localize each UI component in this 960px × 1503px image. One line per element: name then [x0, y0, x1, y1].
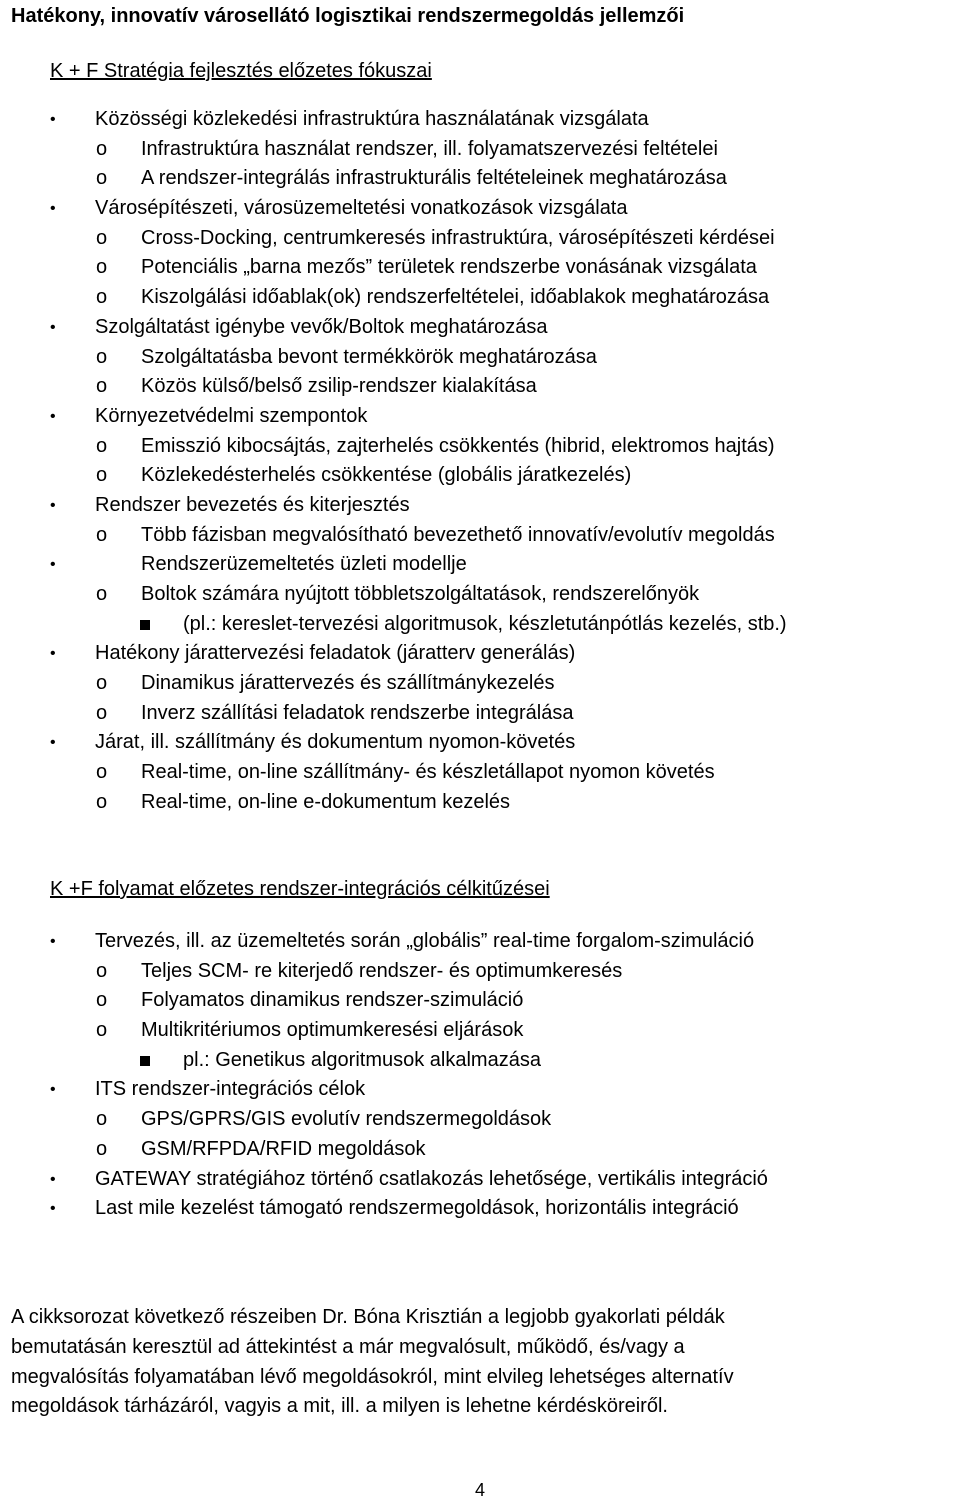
closing-paragraph: [11, 1303, 956, 1422]
paragraph-line: megvalósítás folyamatában lévő megoldásokról, mint elvileg lehetséges alternatív: [11, 1365, 734, 1388]
list-item-text: Városépítészeti, városüzemeltetési vonatkozások vizsgálata: [95, 197, 628, 220]
list-item-text: Rendszer bevezetés és kiterjesztés: [95, 493, 410, 516]
list-item: [0, 699, 960, 729]
list-item-text: GSM/RFPDA/RFID megoldások: [141, 1137, 426, 1160]
integration-list: [0, 927, 960, 1224]
list-item: [0, 1046, 960, 1076]
page-number: 4: [474, 1480, 485, 1500]
list-item-text: Szolgáltatást igénybe vevők/Boltok meghatározása: [95, 315, 548, 338]
circle-bullet-icon: o: [96, 167, 108, 190]
circle-bullet-icon: o: [96, 761, 108, 784]
circle-bullet-icon: o: [96, 523, 108, 546]
list-item: [0, 669, 960, 699]
circle-bullet-icon: o: [96, 583, 108, 605]
bullet-icon: •: [50, 1081, 56, 1099]
list-item-text: Real-time, on-line e-dokumentum kezelés: [141, 790, 511, 813]
bullet-icon: •: [50, 496, 56, 514]
circle-bullet-icon: o: [96, 989, 108, 1012]
list-item: [0, 1135, 960, 1165]
bullet-icon: •: [50, 645, 56, 663]
list-item: [0, 1194, 960, 1224]
circle-bullet-icon: o: [96, 1108, 108, 1131]
list-item: [0, 224, 960, 254]
list-item: [0, 1105, 960, 1135]
circle-bullet-icon: o: [96, 959, 108, 982]
list-item: [0, 372, 960, 402]
bullet-icon: •: [50, 556, 56, 574]
paragraph-line: bemutatásán keresztül ad áttekintést a már megvalósult, működő, és/vagy a: [11, 1335, 685, 1358]
square-bullet-icon: [140, 1056, 150, 1066]
list-item: [0, 1075, 960, 1105]
list-item: [0, 313, 960, 343]
list-item-text: Kiszolgálási időablak(ok) rendszerfeltételei, időablakok meghatározása: [141, 286, 770, 309]
bullet-icon: •: [50, 933, 56, 950]
list-item-text: Real-time, on-line szállítmány- és készletállapot nyomon követés: [141, 761, 715, 784]
list-item: [0, 105, 960, 135]
bullet-icon: •: [50, 407, 56, 425]
list-item: [0, 728, 960, 758]
list-item: [0, 957, 960, 987]
circle-bullet-icon: o: [96, 226, 108, 249]
list-item-text: pl.: Genetikus algoritmusok alkalmazása: [183, 1048, 541, 1071]
list-item-text: Potenciális „barna mezős” területek rendszerbe vonásának vizsgálata: [141, 256, 757, 279]
list-item-text: A rendszer-integrálás infrastrukturális feltételeinek meghatározása: [141, 167, 727, 190]
bullet-icon: •: [50, 111, 56, 128]
list-item: [0, 491, 960, 521]
strategy-list: [0, 105, 960, 818]
circle-bullet-icon: o: [96, 1137, 108, 1160]
list-item: [0, 788, 960, 818]
list-item: [0, 432, 960, 462]
circle-bullet-icon: o: [96, 1019, 108, 1042]
circle-bullet-icon: o: [96, 286, 108, 309]
list-item-text: Járat, ill. szállítmány és dokumentum nyomon-követés: [95, 731, 576, 754]
list-item-text: Több fázisban megvalósítható bevezethető innovatív/evolutív megoldás: [141, 523, 775, 546]
bullet-icon: •: [50, 1170, 56, 1188]
list-item-text: GATEWAY stratégiához történő csatlakozás lehetősége, vertikális integráció: [95, 1167, 768, 1190]
circle-bullet-icon: o: [96, 345, 108, 368]
list-item-text: Cross-Docking, centrumkeresés infrastruktúra, városépítészeti kérdései: [141, 226, 775, 249]
list-item-text: Folyamatos dinamikus rendszer-szimuláció: [141, 989, 524, 1012]
list-item-text: GPS/GPRS/GIS evolutív rendszermegoldások: [141, 1108, 552, 1131]
bullet-icon: •: [50, 734, 56, 752]
circle-bullet-icon: o: [96, 375, 108, 398]
list-item: [0, 283, 960, 313]
list-item-text: Rendszerüzemeltetés üzleti modellje: [141, 553, 467, 576]
list-item-text: Dinamikus járattervezés és szállítmánykezelés: [141, 672, 555, 695]
paragraph-line: A cikksorozat következő részeiben Dr. Bóna Krisztián a legjobb gyakorlati példák: [11, 1306, 725, 1328]
circle-bullet-icon: o: [96, 672, 108, 695]
circle-bullet-icon: o: [96, 464, 108, 487]
list-item-text: Teljes SCM- re kiterjedő rendszer- és optimumkeresés: [141, 959, 623, 982]
list-item: [0, 402, 960, 432]
list-item: [0, 758, 960, 788]
list-item-text: ITS rendszer-integrációs célok: [95, 1078, 366, 1101]
list-item-text: Közös külső/belső zsilip-rendszer kialakítása: [141, 375, 537, 398]
list-item: [0, 610, 960, 640]
list-item-text: Last mile kezelést támogató rendszermegoldások, horizontális integráció: [95, 1197, 739, 1220]
list-item: [0, 639, 960, 669]
bullet-icon: •: [50, 1200, 56, 1218]
list-item-text: Inverz szállítási feladatok rendszerbe integrálása: [141, 701, 574, 724]
list-item: [0, 927, 960, 957]
list-item: [0, 343, 960, 373]
square-bullet-icon: [140, 620, 150, 630]
list-item: [0, 194, 960, 224]
circle-bullet-icon: o: [96, 701, 108, 724]
circle-bullet-icon: o: [96, 137, 108, 160]
list-item: [0, 135, 960, 165]
section-heading-strategy: K + F Stratégia fejlesztés előzetes fókuszai: [50, 60, 432, 82]
list-item-text: (pl.: kereslet-tervezési algoritmusok, készletutánpótlás kezelés, stb.): [183, 612, 787, 635]
list-item-text: Multikritériumos optimumkeresési eljárások: [141, 1019, 524, 1042]
list-item: [0, 164, 960, 194]
circle-bullet-icon: o: [96, 256, 108, 279]
list-item: [0, 521, 960, 551]
paragraph-line: megoldások tárházáról, vagyis a mit, ill. a milyen is lehetne kérdésköreiről.: [11, 1395, 668, 1418]
list-item-text: Közlekedésterhelés csökkentése (globális járatkezelés): [141, 464, 632, 487]
list-item: [0, 461, 960, 491]
list-item-text: Infrastruktúra használat rendszer, ill. folyamatszervezési feltételei: [141, 137, 718, 160]
document-title: Hatékony, innovatív városellátó logisztikai rendszermegoldás jellemzői: [11, 5, 685, 27]
list-item: [0, 550, 960, 580]
circle-bullet-icon: o: [96, 790, 108, 813]
list-item: [0, 1016, 960, 1046]
list-item-text: Tervezés, ill. az üzemeltetés során „globális” real-time forgalom-szimuláció: [95, 930, 755, 952]
list-item-text: Hatékony járattervezési feladatok (járatterv generálás): [95, 642, 576, 665]
bullet-icon: •: [50, 200, 56, 218]
list-item: [0, 580, 960, 610]
list-item-text: Szolgáltatásba bevont termékkörök meghatározása: [141, 345, 597, 368]
list-item-text: Boltok számára nyújtott többletszolgáltatások, rendszerelőnyök: [141, 583, 700, 605]
circle-bullet-icon: o: [96, 434, 108, 457]
section-heading-integration: K +F folyamat előzetes rendszer-integrációs célkitűzései: [50, 878, 550, 900]
bullet-icon: •: [50, 318, 56, 336]
list-item-text: Emisszió kibocsájtás, zajterhelés csökkentés (hibrid, elektromos hajtás): [141, 434, 775, 457]
list-item-text: Környezetvédelmi szempontok: [95, 404, 368, 427]
list-item: [0, 986, 960, 1016]
list-item-text: Közösségi közlekedési infrastruktúra használatának vizsgálata: [95, 108, 649, 130]
list-item: [0, 1165, 960, 1195]
list-item: [0, 253, 960, 283]
